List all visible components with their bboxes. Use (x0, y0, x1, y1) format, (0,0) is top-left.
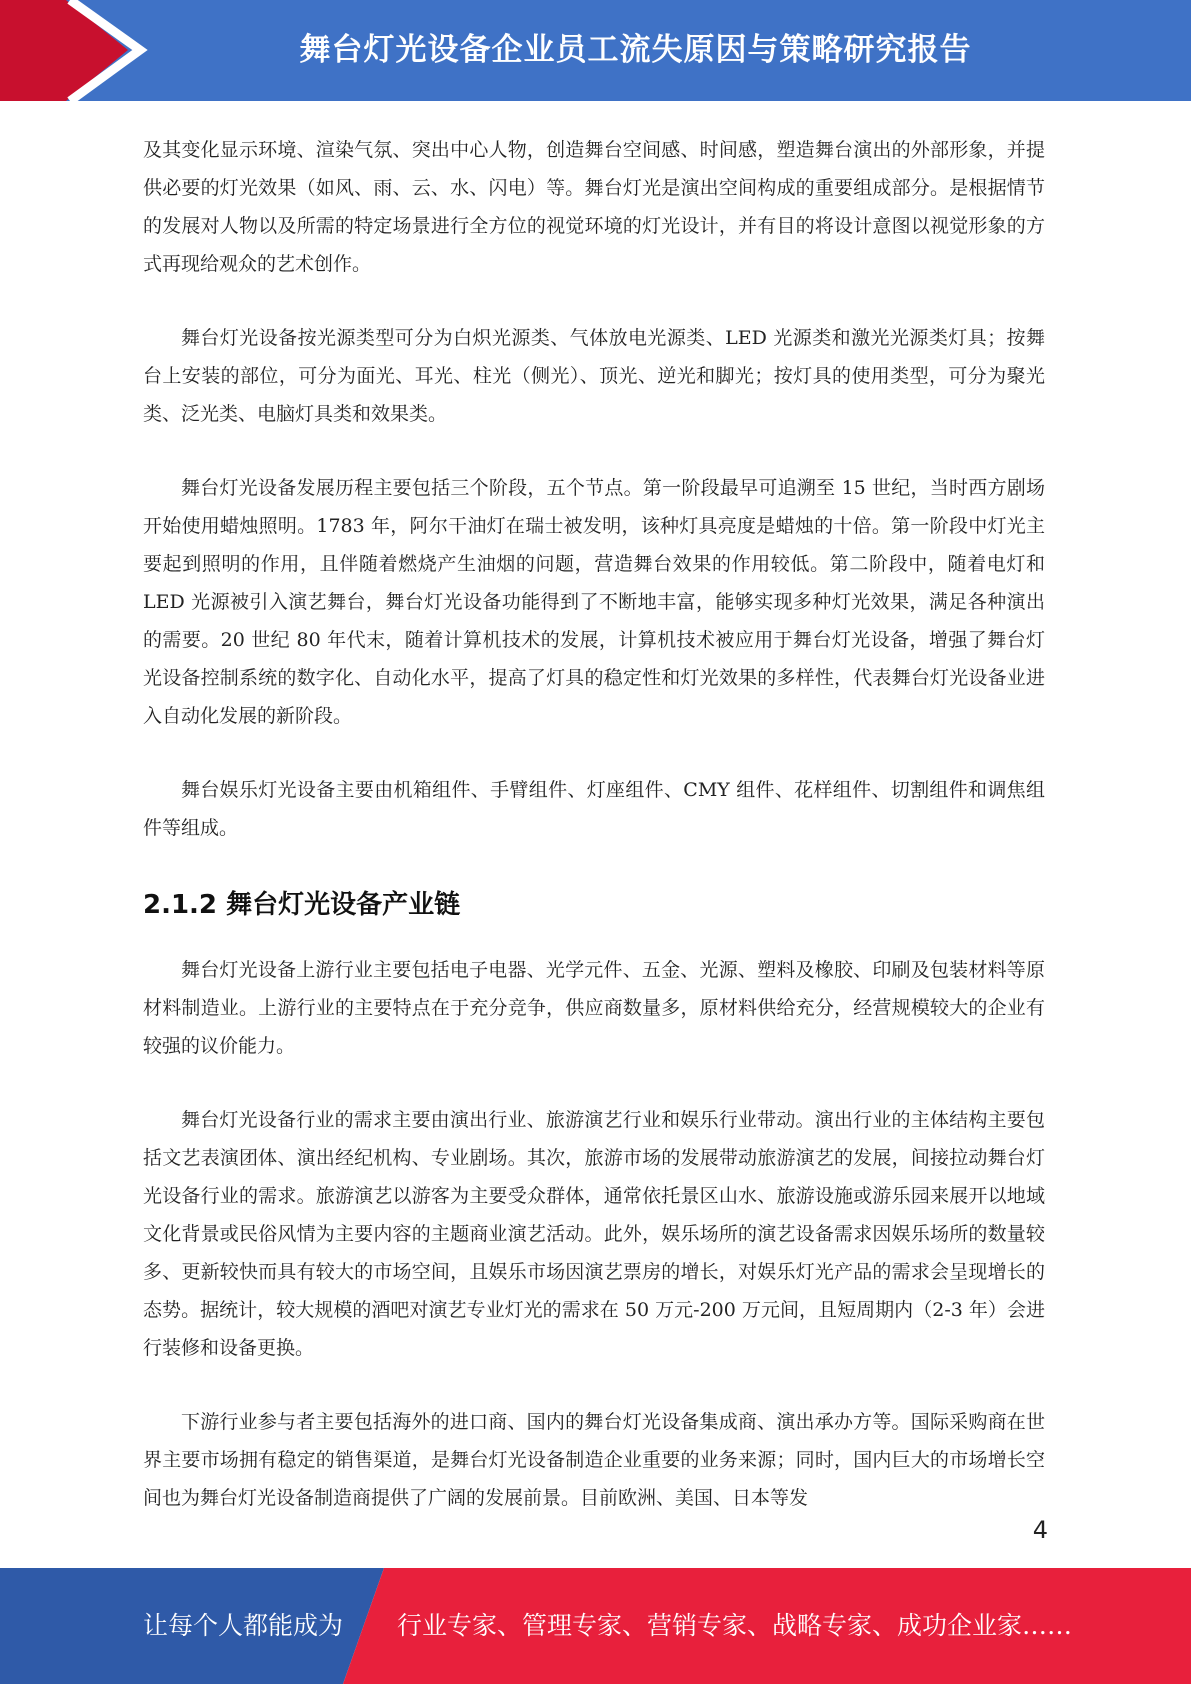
paragraph-light-types: 舞台灯光设备按光源类型可分为白炽光源类、气体放电光源类、LED 光源类和激光光源类灯具；按舞台上安装的部位，可分为面光、耳光、柱光（侧光）、顶光、逆光和脚光；按灯具的使用类型，可分为聚光类、泛光类、电脑灯具类和效果类。 (143, 327, 1045, 425)
header-red-arrow (0, 0, 128, 101)
paragraph-history: 舞台灯光设备发展历程主要包括三个阶段，五个节点。第一阶段最早可追溯至 15 世纪，当时西方剧场开始使用蜡烛照明。1783 年，阿尔干油灯在瑞士被发明，该种灯具亮度是蜡烛的十倍。第一阶段中灯光主要起到照明的作用，且伴随着燃烧产生油烟的问题，营造舞台效果的作用较低。第二阶段中，随着电灯和 LED 光源被引入演艺舞台，舞台灯光设备功能得到了不断地丰富，能够实现多种灯光效果，满足各种演出的需要。20 世纪 80 年代末，随着计算机技术的发展，计算机技术被应用于舞台灯光设备，增强了舞台灯光设备控制系统的数字化、自动化水平，提高了灯具的稳定性和灯光效果的多样性，代表舞台灯光设备业进入自动化发展的新阶段。 (143, 477, 1045, 727)
page-content (143, 131, 1045, 1553)
footer-slogan-left: 让每个人都能成为 (143, 1611, 344, 1640)
paragraph-demand: 舞台灯光设备行业的需求主要由演出行业、旅游演艺行业和娱乐行业带动。演出行业的主体结构主要包括文艺表演团体、演出经纪机构、专业剧场。其次，旅游市场的发展带动旅游演艺的发展，间接拉动舞台灯光设备行业的需求。旅游演艺以游客为主要受众群体，通常依托景区山水、旅游设施或游乐园来展开以地域文化背景或民俗风情为主要内容的主题商业演艺活动。此外，娱乐场所的演艺设备需求因娱乐场所的数量较多、更新较快而具有较大的市场空间，且娱乐市场因演艺票房的增长，对娱乐灯光产品的需求会呈现增长的态势。据统计，较大规模的酒吧对演艺专业灯光的需求在 50 万元-200 万元间，且短周期内（2-3 年）会进行装修和设备更换。 (143, 1109, 1045, 1359)
paragraph-components: 舞台娱乐灯光设备主要由机箱组件、手臂组件、灯座组件、CMY 组件、花样组件、切割组件和调焦组件等组成。 (143, 779, 1045, 839)
page-number: 4 (1032, 1516, 1048, 1544)
paragraph-downstream: 下游行业参与者主要包括海外的进口商、国内的舞台灯光设备集成商、演出承办方等。国际采购商在世界主要市场拥有稳定的销售渠道，是舞台灯光设备制造企业重要的业务来源；同时，国内巨大的市场增长空间也为舞台灯光设备制造商提供了广阔的发展前景。目前欧洲、美国、日本等发 (143, 1411, 1045, 1509)
paragraph-upstream: 舞台灯光设备上游行业主要包括电子电器、光学元件、五金、光源、塑料及橡胶、印刷及包装材料等原材料制造业。上游行业的主要特点在于充分竞争，供应商数量多，原材料供给充分，经营规模较大的企业有较强的议价能力。 (143, 959, 1045, 1057)
footer-slogan-right: 行业专家、管理专家、营销专家、战略专家、成功企业家…… (397, 1611, 1073, 1640)
section-heading: 2.1.2 舞台灯光设备产业链 (143, 890, 461, 920)
document-title: 舞台灯光设备企业员工流失原因与策略研究报告 (299, 32, 972, 68)
page-footer (0, 1568, 1191, 1684)
paragraph-continued: 及其变化显示环境、渲染气氛、突出中心人物，创造舞台空间感、时间感，塑造舞台演出的外部形象，并提供必要的灯光效果（如风、雨、云、水、闪电）等。舞台灯光是演出空间构成的重要组成部分。是根据情节的发展对人物以及所需的特定场景进行全方位的视觉环境的灯光设计，并有目的将设计意图以视觉形象的方式再现给观众的艺术创作。 (143, 139, 1045, 275)
page-header (0, 0, 1191, 111)
